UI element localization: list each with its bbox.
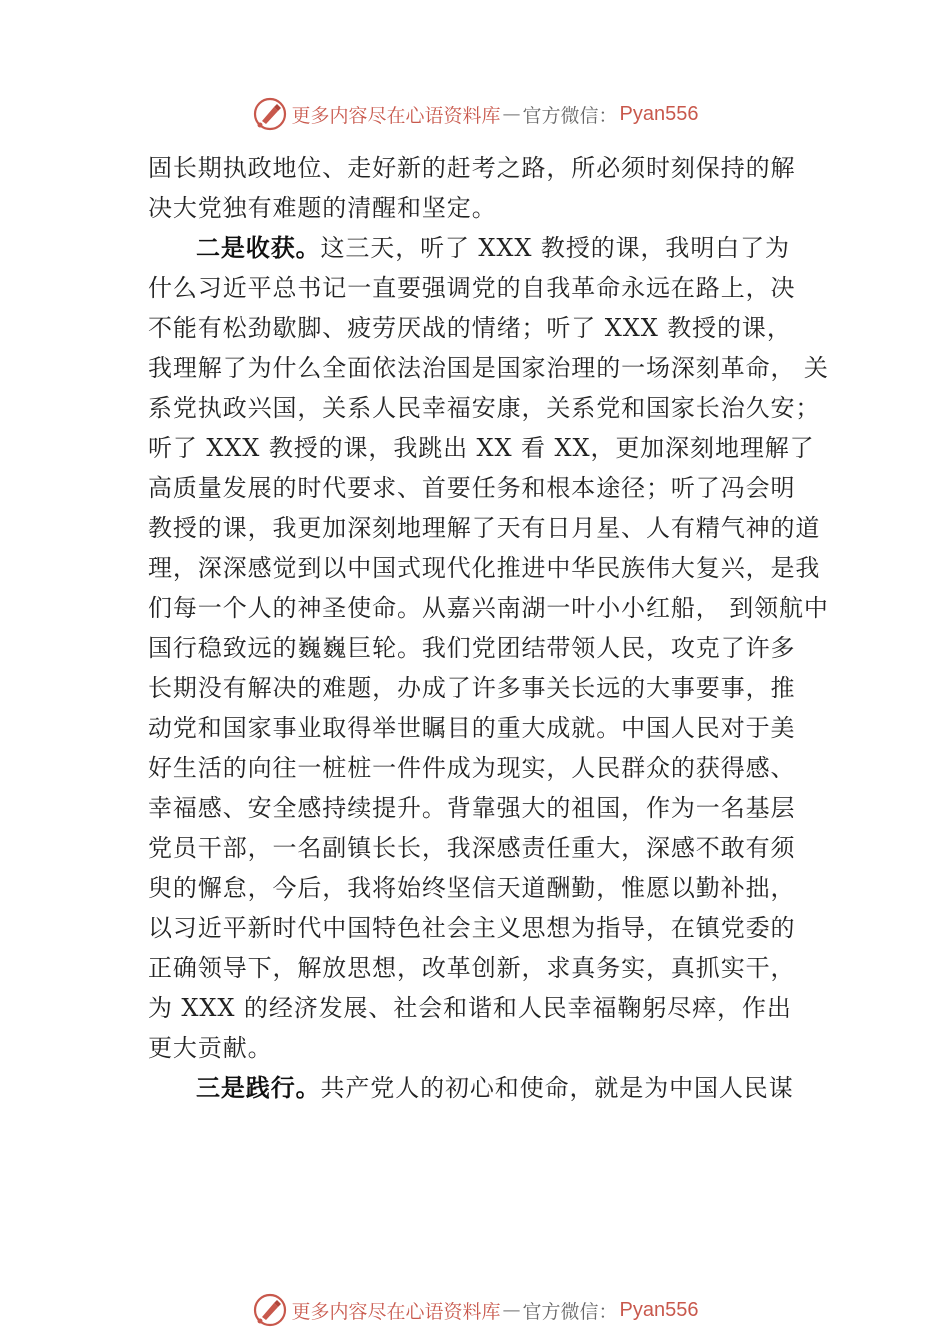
text-line: 正确领导下，解放思想，改革创新，求真务实，真抓实干， [148, 954, 796, 982]
text-line: 动党和国家事业取得举世瞩目的重大成就。中国人民对于美 [148, 714, 796, 742]
text-line: 固长期执政地位、走好新的赶考之路，所必须时刻保持的解 [148, 154, 796, 182]
paragraph-heading: 二是收获。 [196, 233, 321, 262]
watermark-title: 更多内容尽在心语资料库 [291, 1300, 501, 1323]
watermark-label: 官方微信： [522, 104, 618, 127]
text-line: 我理解了为什么全面依法治国是国家治理的一场深刻革命， 关 [148, 354, 829, 382]
paragraph-heading: 三是践行。 [196, 1073, 321, 1102]
watermark-wechat-id: Pyan556 [619, 102, 699, 125]
watermark-label: 官方微信： [522, 1300, 618, 1323]
watermark-dash: — [502, 1299, 521, 1321]
paragraph-heading-line [148, 1068, 828, 1108]
text-line: 不能有松劲歇脚、疲劳厌战的情绪；听了 XXX 教授的课， [148, 314, 792, 342]
text-line-rest: 共产党人的初心和使命，就是为中国人民谋 [320, 1074, 794, 1102]
pen-nib-seal-icon [252, 96, 288, 132]
text-line: 为 XXX 的经济发展、社会和谐和人民幸福鞠躬尽瘁，作出 [148, 994, 792, 1022]
watermark-title: 更多内容尽在心语资料库 [291, 104, 501, 127]
text-line: 理，深深感觉到以中国式现代化推进中华民族伟大复兴，是我 [148, 554, 821, 582]
watermark-header [0, 94, 950, 134]
text-line: 长期没有解决的难题，办成了许多事关长远的大事要事，推 [148, 674, 796, 702]
text-line: 什么习近平总书记一直要强调党的自我革命永远在路上，决 [148, 274, 796, 302]
text-line: 系党执政兴国，关系人民幸福安康，关系党和国家长治久安； [148, 394, 821, 422]
pen-nib-seal-icon [252, 1292, 288, 1328]
text-line: 更大贡献。 [148, 1034, 273, 1062]
text-line: 党员干部，一名副镇长长，我深感责任重大，深感不敢有须 [148, 834, 796, 862]
text-line: 们每一个人的神圣使命。从嘉兴南湖一叶小小红船， 到领航中 [148, 594, 829, 622]
text-line: 听了 XXX 教授的课，我跳出 XX 看 XX，更加深刻地理解了 [148, 434, 815, 462]
text-line: 教授的课，我更加深刻地理解了天有日月星、人有精气神的道 [148, 514, 821, 542]
watermark-wechat-id: Pyan556 [619, 1298, 699, 1321]
watermark-footer [0, 1290, 950, 1330]
text-line: 臾的懈怠，今后，我将始终坚信天道酬勤，惟愿以勤补拙， [148, 874, 796, 902]
text-line: 决大党独有难题的清醒和坚定。 [148, 194, 497, 222]
watermark-dash: — [502, 103, 521, 125]
text-line: 好生活的向往一桩桩一件件成为现实，人民群众的获得感、 [148, 754, 796, 782]
text-line: 以习近平新时代中国特色社会主义思想为指导，在镇党委的 [148, 914, 796, 942]
document-body [148, 148, 828, 1108]
text-line-rest: 这三天，听了 XXX 教授的课，我明白了为 [320, 234, 790, 262]
text-line: 国行稳致远的巍巍巨轮。我们党团结带领人民，攻克了许多 [148, 634, 796, 662]
paragraph-heading-line [148, 228, 828, 268]
text-line: 幸福感、安全感持续提升。背靠强大的祖国，作为一名基层 [148, 794, 796, 822]
text-line: 高质量发展的时代要求、首要任务和根本途径；听了冯会明 [148, 474, 796, 502]
